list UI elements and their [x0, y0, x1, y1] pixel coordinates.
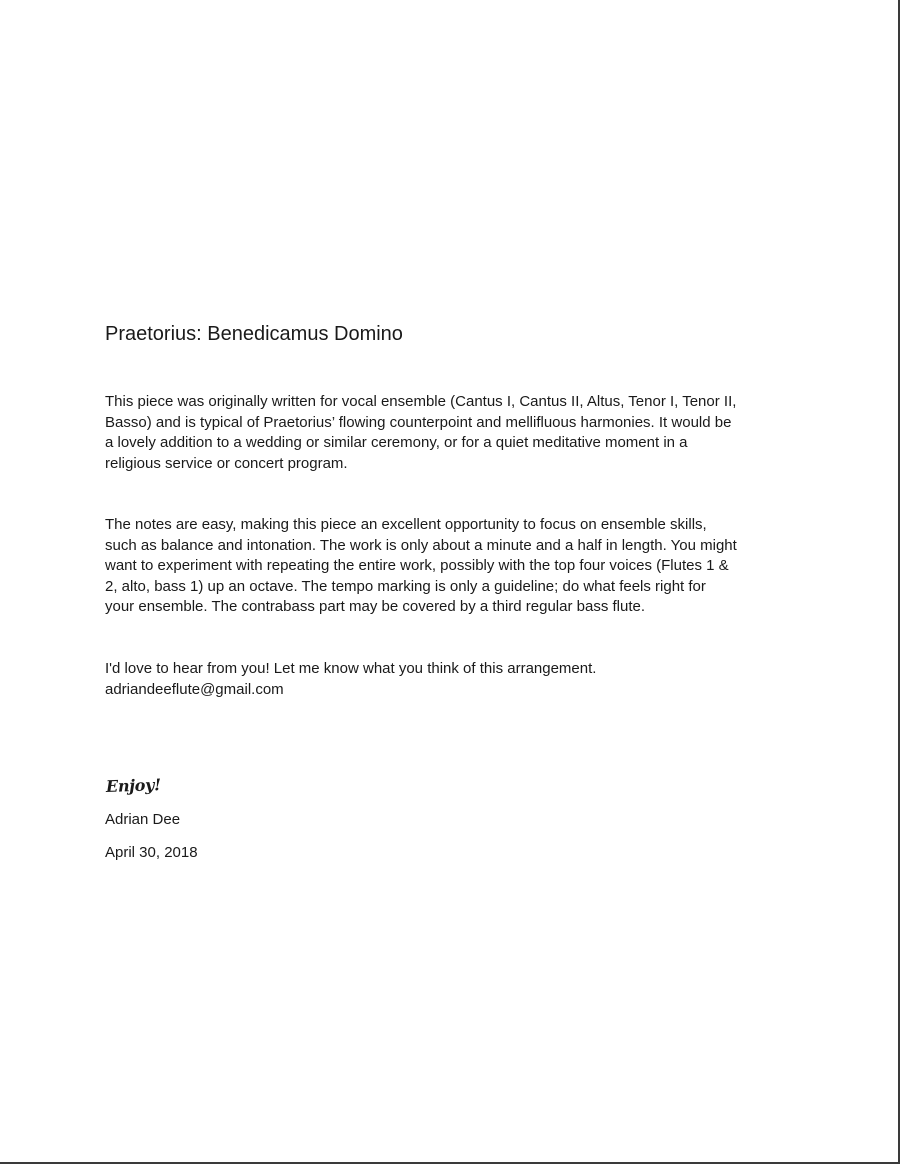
performance-notes-paragraph	[105, 515, 805, 618]
paragraph-line: Basso) and is typical of Praetorius’ flowing counterpoint and mellifluous harmonies. It would be	[105, 413, 732, 431]
paragraph-line: I'd love to hear from you! Let me know what you think of this arrangement.	[105, 660, 597, 677]
paragraph-line: The notes are easy, making this piece an excellent opportunity to focus on ensemble skills,	[105, 516, 707, 533]
paragraph-line: 2, alto, bass 1) up an octave. The tempo marking is only a guideline; do what feels right for	[105, 577, 706, 595]
signoff-text: Enjoy!	[105, 775, 162, 796]
document-title: Praetorius: Benedicamus Domino	[105, 323, 403, 345]
author-name: Adrian Dee	[105, 811, 181, 828]
paragraph-line: This piece was originally written for vocal ensemble (Cantus I, Cantus II, Altus, Tenor I, Tenor II,	[105, 393, 737, 410]
paragraph-line: such as balance and intonation. The work is only about a minute and a half in length. You might	[105, 536, 737, 554]
description-paragraph	[105, 392, 805, 474]
paragraph-line: a lovely addition to a wedding or similar ceremony, or for a quiet meditative moment in a	[105, 434, 688, 451]
contact-paragraph	[105, 659, 805, 700]
paragraph-line: want to experiment with repeating the entire work, possibly with the top four voices (Flutes 1 &	[105, 557, 729, 574]
paragraph-line: your ensemble. The contrabass part may be covered by a third regular bass flute.	[105, 598, 646, 615]
document-date: April 30, 2018	[105, 844, 198, 861]
contact-email: adriandeeflute@gmail.com	[105, 680, 284, 698]
paragraph-line: religious service or concert program.	[105, 454, 348, 472]
